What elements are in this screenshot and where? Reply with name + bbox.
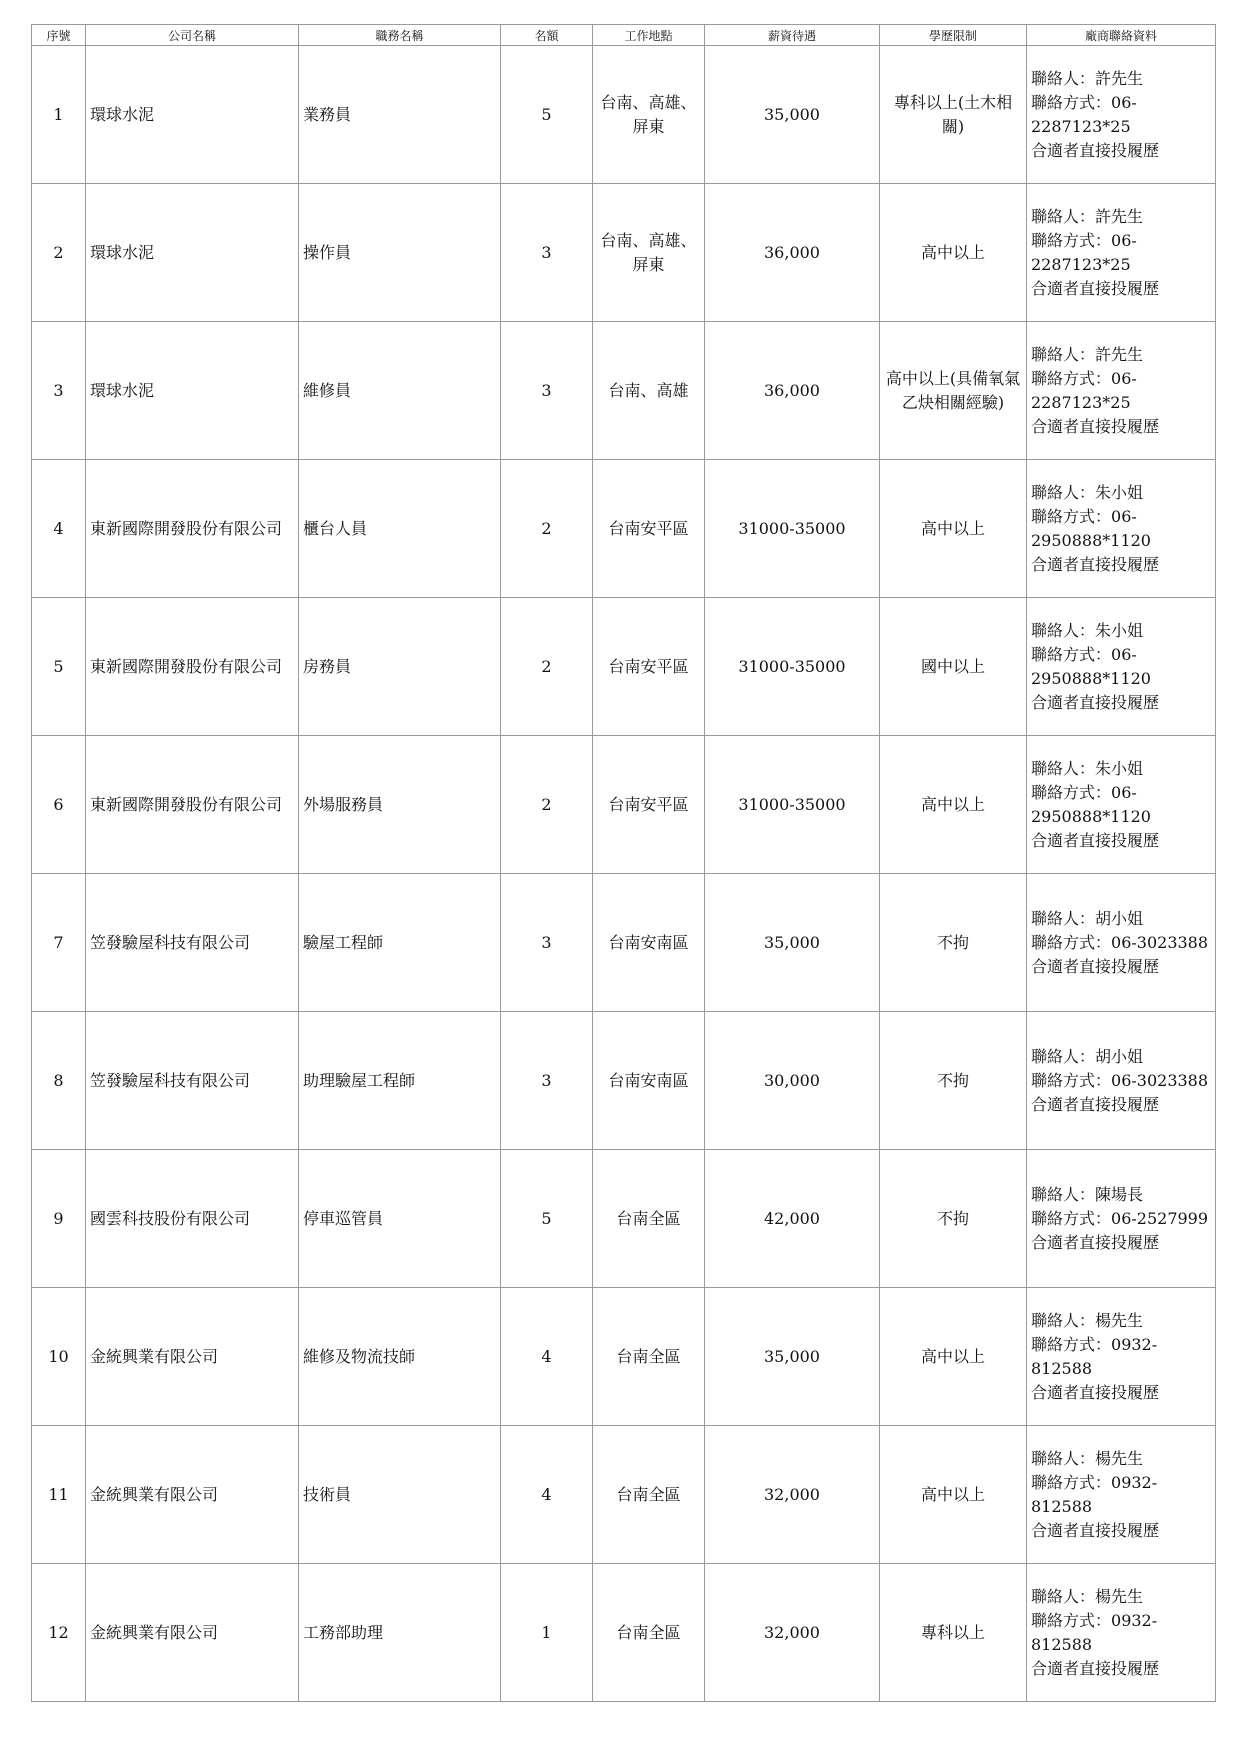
contact-phone-line — [1031, 1207, 1211, 1231]
contact-phone-line — [1031, 91, 1211, 139]
job-title-cell: 業務員 — [299, 46, 501, 184]
contact-person-value: 許先生 — [1095, 206, 1144, 226]
contact-info-cell — [1027, 46, 1216, 184]
company-name-cell: 環球水泥 — [86, 46, 299, 184]
contact-person-line — [1031, 343, 1211, 367]
headcount-cell: 5 — [501, 1150, 593, 1288]
company-name-cell: 金統興業有限公司 — [86, 1426, 299, 1564]
table-row — [32, 1564, 1216, 1702]
table-row — [32, 1150, 1216, 1288]
salary-cell: 35,000 — [705, 874, 880, 1012]
salary-cell: 42,000 — [705, 1150, 880, 1288]
contact-note-line — [1031, 1231, 1211, 1255]
serial-no-cell: 4 — [32, 460, 86, 598]
table-row — [32, 1012, 1216, 1150]
salary-cell: 35,000 — [705, 46, 880, 184]
contact-person-label: 聯絡人： — [1031, 758, 1096, 778]
contact-phone-line — [1031, 781, 1211, 829]
serial-no-cell: 8 — [32, 1012, 86, 1150]
contact-person-line — [1031, 1045, 1211, 1069]
company-name-cell: 笠發驗屋科技有限公司 — [86, 874, 299, 1012]
contact-phone-line — [1031, 1069, 1211, 1093]
education-cell: 高中以上 — [880, 1288, 1027, 1426]
serial-no-cell: 9 — [32, 1150, 86, 1288]
contact-person-label: 聯絡人： — [1031, 68, 1096, 88]
job-title-cell: 驗屋工程師 — [299, 874, 501, 1012]
work-location-cell: 台南全區 — [593, 1150, 705, 1288]
contact-note-line — [1031, 139, 1211, 163]
contact-person-label: 聯絡人： — [1031, 1046, 1096, 1066]
company-name-cell: 東新國際開發股份有限公司 — [86, 460, 299, 598]
contact-person-value: 朱小姐 — [1095, 758, 1144, 778]
contact-person-label: 聯絡人： — [1031, 1586, 1096, 1606]
header-company-name: 公司名稱 — [86, 25, 299, 46]
serial-no-cell: 6 — [32, 736, 86, 874]
contact-phone-label: 聯絡方式： — [1031, 92, 1112, 112]
table-row — [32, 598, 1216, 736]
contact-phone-value: 0932-812588 — [1031, 1334, 1158, 1378]
headcount-cell: 4 — [501, 1288, 593, 1426]
education-cell: 不拘 — [880, 1150, 1027, 1288]
table-row — [32, 460, 1216, 598]
serial-no-cell: 7 — [32, 874, 86, 1012]
headcount-cell: 5 — [501, 46, 593, 184]
contact-phone-label: 聯絡方式： — [1031, 1070, 1112, 1090]
contact-person-line — [1031, 757, 1211, 781]
headcount-cell: 3 — [501, 184, 593, 322]
contact-note: 合適者直接投履歷 — [1031, 1382, 1160, 1402]
contact-person-line — [1031, 619, 1211, 643]
header-job-title: 職務名稱 — [299, 25, 501, 46]
serial-no-cell: 10 — [32, 1288, 86, 1426]
headcount-cell: 3 — [501, 1012, 593, 1150]
contact-info-cell — [1027, 1150, 1216, 1288]
education-cell: 高中以上 — [880, 1426, 1027, 1564]
contact-person-value: 楊先生 — [1095, 1448, 1144, 1468]
contact-note: 合適者直接投履歷 — [1031, 416, 1160, 436]
contact-info-cell — [1027, 184, 1216, 322]
contact-phone-label: 聯絡方式： — [1031, 932, 1112, 952]
contact-note-line — [1031, 1381, 1211, 1405]
work-location-cell: 台南、高雄 — [593, 322, 705, 460]
contact-note: 合適者直接投履歷 — [1031, 692, 1160, 712]
salary-cell: 32,000 — [705, 1426, 880, 1564]
contact-phone-value: 06-2950888*1120 — [1031, 644, 1151, 688]
work-location-cell: 台南、高雄、屏東 — [593, 46, 705, 184]
work-location-cell: 台南安平區 — [593, 736, 705, 874]
contact-phone-line — [1031, 931, 1211, 955]
serial-no-cell: 2 — [32, 184, 86, 322]
contact-info-cell — [1027, 460, 1216, 598]
table-row — [32, 46, 1216, 184]
contact-person-line — [1031, 1309, 1211, 1333]
education-cell: 不拘 — [880, 1012, 1027, 1150]
contact-phone-value: 06-2287123*25 — [1031, 230, 1137, 274]
contact-phone-label: 聯絡方式： — [1031, 1472, 1112, 1492]
contact-note-line — [1031, 829, 1211, 853]
table-row — [32, 184, 1216, 322]
contact-note-line — [1031, 955, 1211, 979]
contact-person-label: 聯絡人： — [1031, 908, 1096, 928]
table-body — [32, 46, 1216, 1702]
contact-person-label: 聯絡人： — [1031, 620, 1096, 640]
education-cell: 專科以上 — [880, 1564, 1027, 1702]
work-location-cell: 台南安平區 — [593, 598, 705, 736]
contact-note: 合適者直接投履歷 — [1031, 830, 1160, 850]
work-location-cell: 台南安南區 — [593, 874, 705, 1012]
work-location-cell: 台南安南區 — [593, 1012, 705, 1150]
contact-person-value: 胡小姐 — [1095, 1046, 1144, 1066]
contact-person-value: 許先生 — [1095, 68, 1144, 88]
job-title-cell: 外場服務員 — [299, 736, 501, 874]
contact-person-label: 聯絡人： — [1031, 1310, 1096, 1330]
table-row — [32, 1288, 1216, 1426]
job-title-cell: 技術員 — [299, 1426, 501, 1564]
job-listing-table — [31, 24, 1216, 1702]
contact-person-value: 朱小姐 — [1095, 620, 1144, 640]
contact-phone-value: 06-3023388 — [1111, 932, 1209, 952]
contact-info-cell — [1027, 1288, 1216, 1426]
contact-phone-label: 聯絡方式： — [1031, 1208, 1112, 1228]
salary-cell: 30,000 — [705, 1012, 880, 1150]
salary-cell: 36,000 — [705, 322, 880, 460]
contact-phone-label: 聯絡方式： — [1031, 644, 1112, 664]
contact-note-line — [1031, 277, 1211, 301]
work-location-cell: 台南、高雄、屏東 — [593, 184, 705, 322]
company-name-cell: 環球水泥 — [86, 322, 299, 460]
contact-note-line — [1031, 415, 1211, 439]
contact-phone-value: 06-2287123*25 — [1031, 368, 1137, 412]
salary-cell: 31000-35000 — [705, 736, 880, 874]
contact-phone-label: 聯絡方式： — [1031, 1334, 1112, 1354]
contact-phone-label: 聯絡方式： — [1031, 1610, 1112, 1630]
contact-person-label: 聯絡人： — [1031, 1184, 1096, 1204]
contact-note: 合適者直接投履歷 — [1031, 1520, 1160, 1540]
contact-note: 合適者直接投履歷 — [1031, 278, 1160, 298]
company-name-cell: 環球水泥 — [86, 184, 299, 322]
contact-phone-label: 聯絡方式： — [1031, 506, 1112, 526]
education-cell: 專科以上(土木相關) — [880, 46, 1027, 184]
contact-phone-value: 06-2287123*25 — [1031, 92, 1137, 136]
contact-person-line — [1031, 1585, 1211, 1609]
headcount-cell: 1 — [501, 1564, 593, 1702]
job-title-cell: 助理驗屋工程師 — [299, 1012, 501, 1150]
company-name-cell: 金統興業有限公司 — [86, 1564, 299, 1702]
contact-info-cell — [1027, 1426, 1216, 1564]
contact-phone-value: 06-2950888*1120 — [1031, 506, 1151, 550]
header-contact-info: 廠商聯絡資料 — [1027, 25, 1216, 46]
contact-phone-value: 06-2527999 — [1111, 1208, 1209, 1228]
work-location-cell: 台南全區 — [593, 1564, 705, 1702]
contact-phone-line — [1031, 643, 1211, 691]
contact-note: 合適者直接投履歷 — [1031, 956, 1160, 976]
education-cell: 高中以上(具備氧氣乙炔相關經驗) — [880, 322, 1027, 460]
header-salary: 薪資待遇 — [705, 25, 880, 46]
contact-note-line — [1031, 1657, 1211, 1681]
contact-info-cell — [1027, 874, 1216, 1012]
table-row — [32, 874, 1216, 1012]
contact-person-value: 楊先生 — [1095, 1310, 1144, 1330]
contact-phone-line — [1031, 1333, 1211, 1381]
contact-info-cell — [1027, 736, 1216, 874]
contact-note-line — [1031, 691, 1211, 715]
contact-note: 合適者直接投履歷 — [1031, 1658, 1160, 1678]
company-name-cell: 國雲科技股份有限公司 — [86, 1150, 299, 1288]
company-name-cell: 東新國際開發股份有限公司 — [86, 598, 299, 736]
serial-no-cell: 11 — [32, 1426, 86, 1564]
contact-note: 合適者直接投履歷 — [1031, 1232, 1160, 1252]
job-title-cell: 櫃台人員 — [299, 460, 501, 598]
serial-no-cell: 5 — [32, 598, 86, 736]
contact-person-line — [1031, 67, 1211, 91]
contact-info-cell — [1027, 322, 1216, 460]
contact-phone-value: 06-2950888*1120 — [1031, 782, 1151, 826]
contact-note-line — [1031, 1093, 1211, 1117]
headcount-cell: 2 — [501, 460, 593, 598]
work-location-cell: 台南全區 — [593, 1426, 705, 1564]
education-cell: 國中以上 — [880, 598, 1027, 736]
contact-info-cell — [1027, 1564, 1216, 1702]
table-row — [32, 1426, 1216, 1564]
job-title-cell: 停車巡管員 — [299, 1150, 501, 1288]
header-work-location: 工作地點 — [593, 25, 705, 46]
headcount-cell: 2 — [501, 598, 593, 736]
contact-phone-value: 0932-812588 — [1031, 1472, 1158, 1516]
education-cell: 不拘 — [880, 874, 1027, 1012]
contact-phone-label: 聯絡方式： — [1031, 230, 1112, 250]
contact-person-value: 陳場長 — [1095, 1184, 1144, 1204]
job-title-cell: 工務部助理 — [299, 1564, 501, 1702]
contact-note-line — [1031, 553, 1211, 577]
contact-person-line — [1031, 481, 1211, 505]
contact-note: 合適者直接投履歷 — [1031, 554, 1160, 574]
company-name-cell: 金統興業有限公司 — [86, 1288, 299, 1426]
contact-person-line — [1031, 1447, 1211, 1471]
contact-phone-line — [1031, 1609, 1211, 1657]
job-title-cell: 維修員 — [299, 322, 501, 460]
serial-no-cell: 12 — [32, 1564, 86, 1702]
company-name-cell: 笠發驗屋科技有限公司 — [86, 1012, 299, 1150]
job-title-cell: 維修及物流技師 — [299, 1288, 501, 1426]
header-serial-no: 序號 — [32, 25, 86, 46]
contact-phone-line — [1031, 1471, 1211, 1519]
salary-cell: 32,000 — [705, 1564, 880, 1702]
serial-no-cell: 1 — [32, 46, 86, 184]
headcount-cell: 2 — [501, 736, 593, 874]
contact-person-label: 聯絡人： — [1031, 482, 1096, 502]
job-title-cell: 房務員 — [299, 598, 501, 736]
salary-cell: 35,000 — [705, 1288, 880, 1426]
contact-note: 合適者直接投履歷 — [1031, 140, 1160, 160]
contact-note-line — [1031, 1519, 1211, 1543]
contact-phone-line — [1031, 505, 1211, 553]
table-row — [32, 322, 1216, 460]
contact-person-value: 許先生 — [1095, 344, 1144, 364]
contact-phone-value: 0932-812588 — [1031, 1610, 1158, 1654]
contact-phone-line — [1031, 367, 1211, 415]
contact-phone-value: 06-3023388 — [1111, 1070, 1209, 1090]
contact-phone-line — [1031, 229, 1211, 277]
contact-person-label: 聯絡人： — [1031, 206, 1096, 226]
salary-cell: 36,000 — [705, 184, 880, 322]
salary-cell: 31000-35000 — [705, 598, 880, 736]
headcount-cell: 4 — [501, 1426, 593, 1564]
job-title-cell: 操作員 — [299, 184, 501, 322]
contact-phone-label: 聯絡方式： — [1031, 368, 1112, 388]
contact-phone-label: 聯絡方式： — [1031, 782, 1112, 802]
contact-person-line — [1031, 205, 1211, 229]
header-education: 學歷限制 — [880, 25, 1027, 46]
serial-no-cell: 3 — [32, 322, 86, 460]
headcount-cell: 3 — [501, 322, 593, 460]
work-location-cell: 台南全區 — [593, 1288, 705, 1426]
header-headcount: 名額 — [501, 25, 593, 46]
company-name-cell: 東新國際開發股份有限公司 — [86, 736, 299, 874]
contact-person-line — [1031, 1183, 1211, 1207]
contact-note: 合適者直接投履歷 — [1031, 1094, 1160, 1114]
contact-person-value: 胡小姐 — [1095, 908, 1144, 928]
work-location-cell: 台南安平區 — [593, 460, 705, 598]
salary-cell: 31000-35000 — [705, 460, 880, 598]
education-cell: 高中以上 — [880, 736, 1027, 874]
contact-person-line — [1031, 907, 1211, 931]
contact-info-cell — [1027, 1012, 1216, 1150]
contact-info-cell — [1027, 598, 1216, 736]
education-cell: 高中以上 — [880, 460, 1027, 598]
contact-person-value: 楊先生 — [1095, 1586, 1144, 1606]
table-row — [32, 736, 1216, 874]
contact-person-label: 聯絡人： — [1031, 1448, 1096, 1468]
table-header-row — [32, 25, 1216, 46]
contact-person-value: 朱小姐 — [1095, 482, 1144, 502]
contact-person-label: 聯絡人： — [1031, 344, 1096, 364]
headcount-cell: 3 — [501, 874, 593, 1012]
education-cell: 高中以上 — [880, 184, 1027, 322]
